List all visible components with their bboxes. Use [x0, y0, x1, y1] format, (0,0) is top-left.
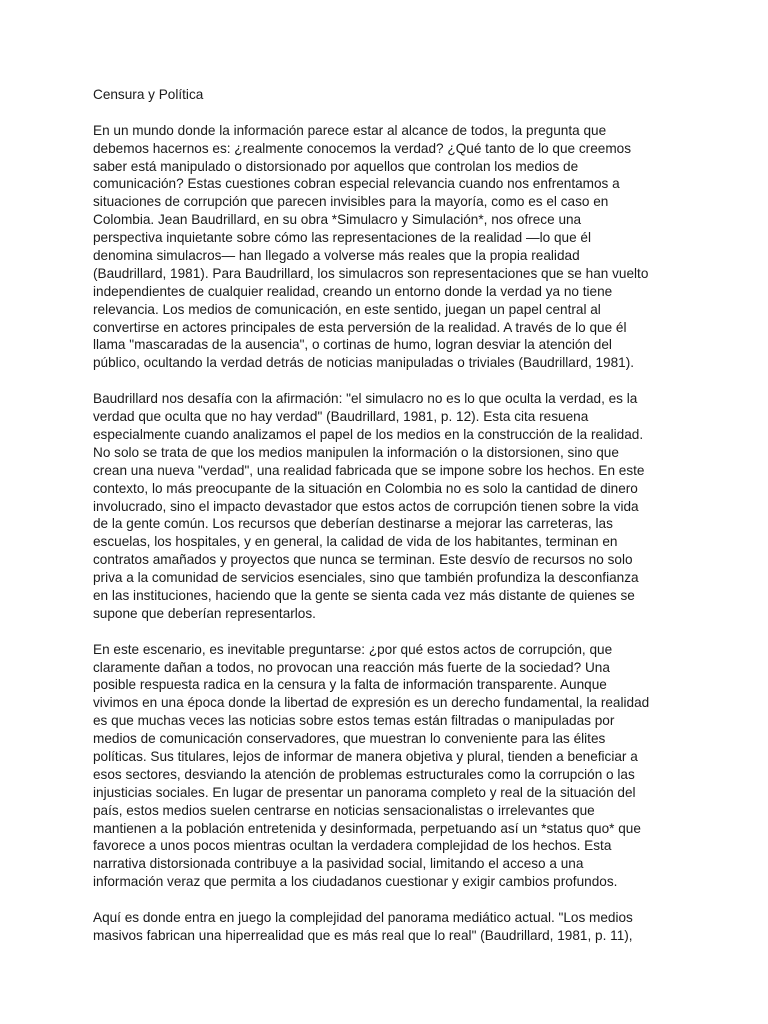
paragraph-line: relevancia. Los medios de comunicación, en este sentido, juegan un papel central al [93, 301, 601, 317]
paragraph-line: país, estos medios suelen centrarse en noticias sensacionalistas o irrelevantes que [93, 802, 595, 818]
paragraph-line: claramente dañan a todos, no provocan una reacción más fuerte de la sociedad? Una [93, 659, 610, 675]
paragraph-line: mantienen a la población entretenida y desinformada, perpetuando así un *status quo* que [93, 820, 641, 836]
paragraph-line: comunicación? Estas cuestiones cobran especial relevancia cuando nos enfrentamos a [93, 176, 620, 192]
paragraph-line: escuelas, los hospitales, y en general, la calidad de vida de los habitantes, terminan en [93, 534, 618, 550]
paragraph-line: verdad que oculta que no hay verdad" (Baudrillard, 1981, p. 12). Esta cita resuena [93, 409, 589, 425]
document-body [93, 122, 708, 945]
paragraph [93, 909, 708, 945]
paragraph-line: contexto, lo más preocupante de la situación en Colombia no es solo la cantidad de dinero [93, 480, 638, 496]
paragraph [93, 122, 708, 372]
paragraph-line: supone que deberían representarlos. [93, 605, 316, 621]
paragraph-line: masivos fabrican una hiperrealidad que es más real que lo real" (Baudrillard, 1981, p. 11), [93, 927, 633, 943]
paragraph-line: contratos amañados y proyectos que nunca se terminan. Este desvío de recursos no solo [93, 552, 633, 568]
paragraph-line: información veraz que permita a los ciudadanos cuestionar y exigir cambios profundos. [93, 874, 618, 890]
paragraph-line: en las instituciones, haciendo que la gente se sienta cada vez más distante de quienes se [93, 587, 635, 603]
paragraph-line: perspectiva inquietante sobre cómo las representaciones de la realidad —lo que él [93, 230, 591, 246]
paragraph-line: priva a la comunidad de servicios esenciales, sino que también profundiza la desconfianza [93, 570, 639, 586]
paragraph-line: políticas. Sus titulares, lejos de informar de manera objetiva y plural, tienden a beneficiar a [93, 748, 638, 764]
document-title: Censura y Política [93, 87, 204, 102]
paragraph-line: medios de comunicación conservadores, que muestran lo conveniente para las élites [93, 731, 606, 747]
paragraph [93, 390, 708, 623]
paragraph-line: No solo se trata de que los medios manipulen la información o la distorsionen, sino que [93, 444, 619, 460]
paragraph-line: injusticias sociales. En lugar de presentar un panorama completo y real de la situación del [93, 784, 636, 800]
paragraph-line: convertirse en actores principales de esta perversión de la realidad. A través de lo que él [93, 319, 627, 335]
paragraph-line: posible respuesta radica en la censura y la falta de información transparente. Aunque [93, 677, 607, 693]
paragraph-line: En este escenario, es inevitable preguntarse: ¿por qué estos actos de corrupción, que [93, 641, 613, 657]
paragraph-line: vivimos en una época donde la libertad de expresión es un derecho fundamental, la realidad [93, 695, 650, 711]
paragraph-line: involucrado, sino el impacto devastador que estos actos de corrupción tienen sobre la vida [93, 498, 639, 514]
paragraph-line: independientes de cualquier realidad, creando un entorno donde la verdad ya no tiene [93, 283, 613, 299]
paragraph-line: Colombia. Jean Baudrillard, en su obra *Simulacro y Simulación*, nos ofrece una [93, 212, 582, 228]
paragraph-line: saber está manipulado o distorsionado por aquellos que controlan los medios de [93, 158, 579, 174]
paragraph-line: especialmente cuando analizamos el papel de los medios en la construcción de la realidad. [93, 426, 644, 442]
paragraph-line: esos sectores, desviando la atención de problemas estructurales como la corrupción o las [93, 766, 635, 782]
paragraph-line: favorece a unos pocos mientras ocultan la verdadera complejidad de los hechos. Esta [93, 838, 612, 854]
paragraph-line: Aquí es donde entra en juego la complejidad del panorama mediático actual. "Los medios [93, 909, 633, 925]
paragraph-line: llama "mascaradas de la ausencia", o cortinas de humo, logran desviar la atención del [93, 337, 612, 353]
paragraph-line: debemos hacernos es: ¿realmente conocemos la verdad? ¿Qué tanto de lo que creemos [93, 140, 632, 156]
paragraph-line: Baudrillard nos desafía con la afirmación: "el simulacro no es lo que oculta la verdad, es la [93, 391, 638, 407]
paragraph-line: es que muchas veces las noticias sobre estos temas están filtradas o manipuladas por [93, 713, 615, 729]
paragraph-line: público, ocultando la verdad detrás de noticias manipuladas o triviales (Baudrillard, 1981). [93, 355, 635, 371]
paragraph-line: de la gente común. Los recursos que deberían destinarse a mejorar las carreteras, las [93, 516, 613, 532]
paragraph [93, 641, 708, 891]
paragraph-line: En un mundo donde la información parece estar al alcance de todos, la pregunta que [93, 122, 607, 138]
paragraph-line: narrativa distorsionada contribuye a la pasividad social, limitando el acceso a una [93, 856, 584, 872]
paragraph-line: (Baudrillard, 1981). Para Baudrillard, los simulacros son representaciones que se han vuelto [93, 265, 649, 281]
paragraph-line: situaciones de corrupción que parecen invisibles para la mayoría, como es el caso en [93, 194, 609, 210]
paragraph-line: crean una nueva "verdad", una realidad fabricada que se impone sobre los hechos. En este [93, 462, 645, 478]
paragraph-line: denomina simulacros— han llegado a volverse más reales que la propia realidad [93, 248, 580, 264]
